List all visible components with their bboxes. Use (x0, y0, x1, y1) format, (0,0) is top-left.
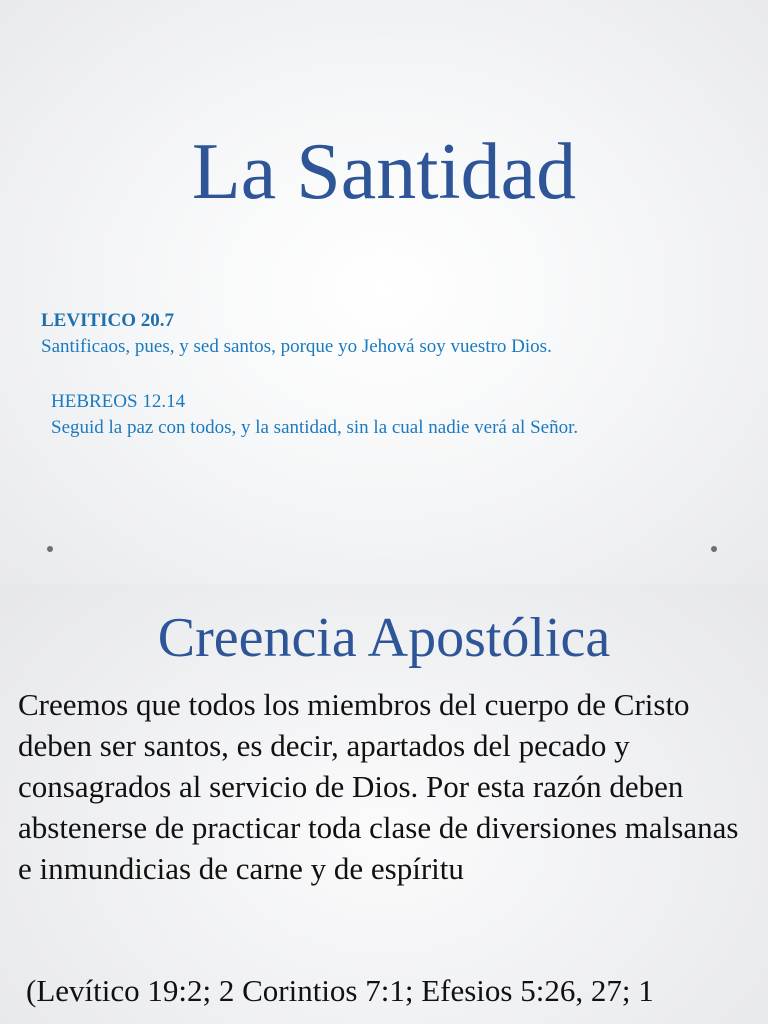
belief-paragraph: Creemos que todos los miembros del cuerpo de Cristo deben ser santos, es decir, apartados del pecado y consagrados al servicio de Dios. Por esta razón deben abstenerse de practicar toda clase de diversiones malsanas e inmundicias de carne y de espíritu (18, 687, 739, 886)
verse-hebrews (51, 389, 691, 441)
section-title: Creencia Apostólica (157, 607, 611, 669)
verse-text: Santificaos, pues, y sed santos, porque yo Jehová soy vuestro Dios. (41, 336, 552, 357)
slide-title: La Santidad (191, 128, 577, 216)
scripture-references: (Levítico 19:2; 2 Corintios 7:1; Efesios 5:26, 27; 1 (26, 973, 654, 1008)
verse-reference: LEVITICO 20.7 (41, 310, 175, 331)
verse-text: Seguid la paz con todos, y la santidad, sin la cual nadie verá al Señor. (51, 417, 579, 438)
verse-reference: HEBREOS 12.14 (51, 391, 186, 412)
slide-dot-right (711, 546, 717, 552)
slide-dot-left (47, 546, 53, 552)
slide-2 (0, 584, 768, 1024)
verse-leviticus (41, 308, 741, 360)
